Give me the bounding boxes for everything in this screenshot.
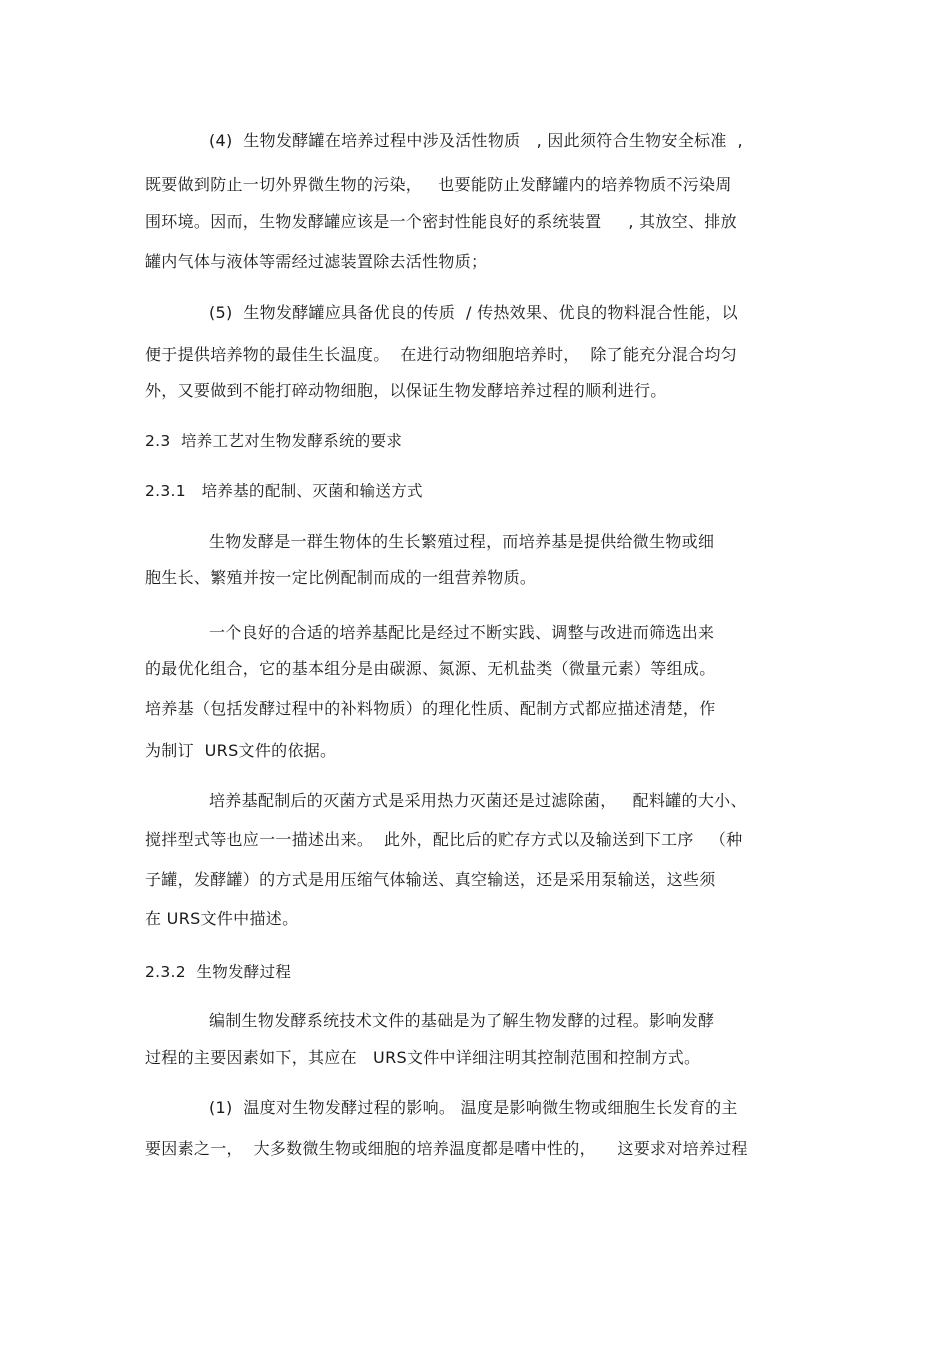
medium-paragraph-3-line-3: 子罐，发酵罐）的方式是用压缩气体输送、真空输送，还是采用泵输送，这些须 [145,870,716,889]
medium-paragraph-3-line-1: 培养基配制后的灭菌方式是采用热力灭菌还是过滤除菌， 配料罐的大小、 [209,791,747,810]
paragraph-4-line-4: 罐内气体与液体等需经过滤装置除去活性物质； [145,252,488,271]
paragraph-5-line-3: 外，又要做到不能打碎动物细胞，以保证生物发酵培养过程的顺利进行。 [145,381,667,400]
section-heading-2-3: 2.3 培养工艺对生物发酵系统的要求 [145,432,403,450]
section-heading-2-3-1: 2.3.1 培养基的配制、灭菌和输送方式 [145,482,423,500]
paragraph-5-line-1: (5) 生物发酵罐应具备优良的传质 / 传热效果、优良的物料混合性能，以 [209,303,738,322]
section-heading-2-3-2: 2.3.2 生物发酵过程 [145,963,292,981]
paragraph-5-line-2: 便于提供培养物的最佳生长温度。 在进行动物细胞培养时， 除了能充分混合均匀 [145,345,738,364]
medium-paragraph-2-line-4: 为制订 URS文件的依据。 [145,741,337,760]
medium-paragraph-2-line-2: 的最优化组合，它的基本组分是由碳源、氮源、无机盐类（微量元素）等组成。 [145,659,716,678]
paragraph-4-line-3: 围环境。因而，生物发酵罐应该是一个密封性能良好的系统装置 , 其放空、排放 [145,212,737,231]
process-paragraph-line-1: 编制生物发酵系统技术文件的基础是为了解生物发酵的过程。影响发酵 [209,1011,715,1030]
medium-paragraph-1-line-2: 胞生长、繁殖并按一定比例配制而成的一组营养物质。 [145,568,537,587]
process-paragraph-line-2: 过程的主要因素如下，其应在 URS文件中详细注明其控制范围和控制方式。 [145,1048,701,1067]
medium-paragraph-3-line-2: 搅拌型式等也应一一描述出来。 此外，配比后的贮存方式以及输送到下工序 （种 [145,830,743,849]
paragraph-4-line-2: 既要做到防止一切外界微生物的污染， 也要能防止发酵罐内的培养物质不污染周 [145,175,732,194]
medium-paragraph-2-line-3: 培养基（包括发酵过程中的补料物质）的理化性质、配制方式都应描述清楚，作 [145,699,716,718]
medium-paragraph-3-line-4: 在 URS文件中描述。 [145,909,299,928]
paragraph-4-line-1: (4) 生物发酵罐在培养过程中涉及活性物质 , 因此须符合生物安全标准 , [209,131,743,150]
medium-paragraph-2-line-1: 一个良好的合适的培养基配比是经过不断实践、调整与改进而筛选出来 [209,623,715,642]
temperature-paragraph-line-2: 要因素之一， 大多数微生物或细胞的培养温度都是嗜中性的， 这要求对培养过程 [145,1139,748,1158]
medium-paragraph-1-line-1: 生物发酵是一群生物体的生长繁殖过程，而培养基是提供给微生物或细 [209,532,715,551]
temperature-paragraph-line-1: (1) 温度对生物发酵过程的影响。 温度是影响微生物或细胞生长发育的主 [209,1098,738,1117]
